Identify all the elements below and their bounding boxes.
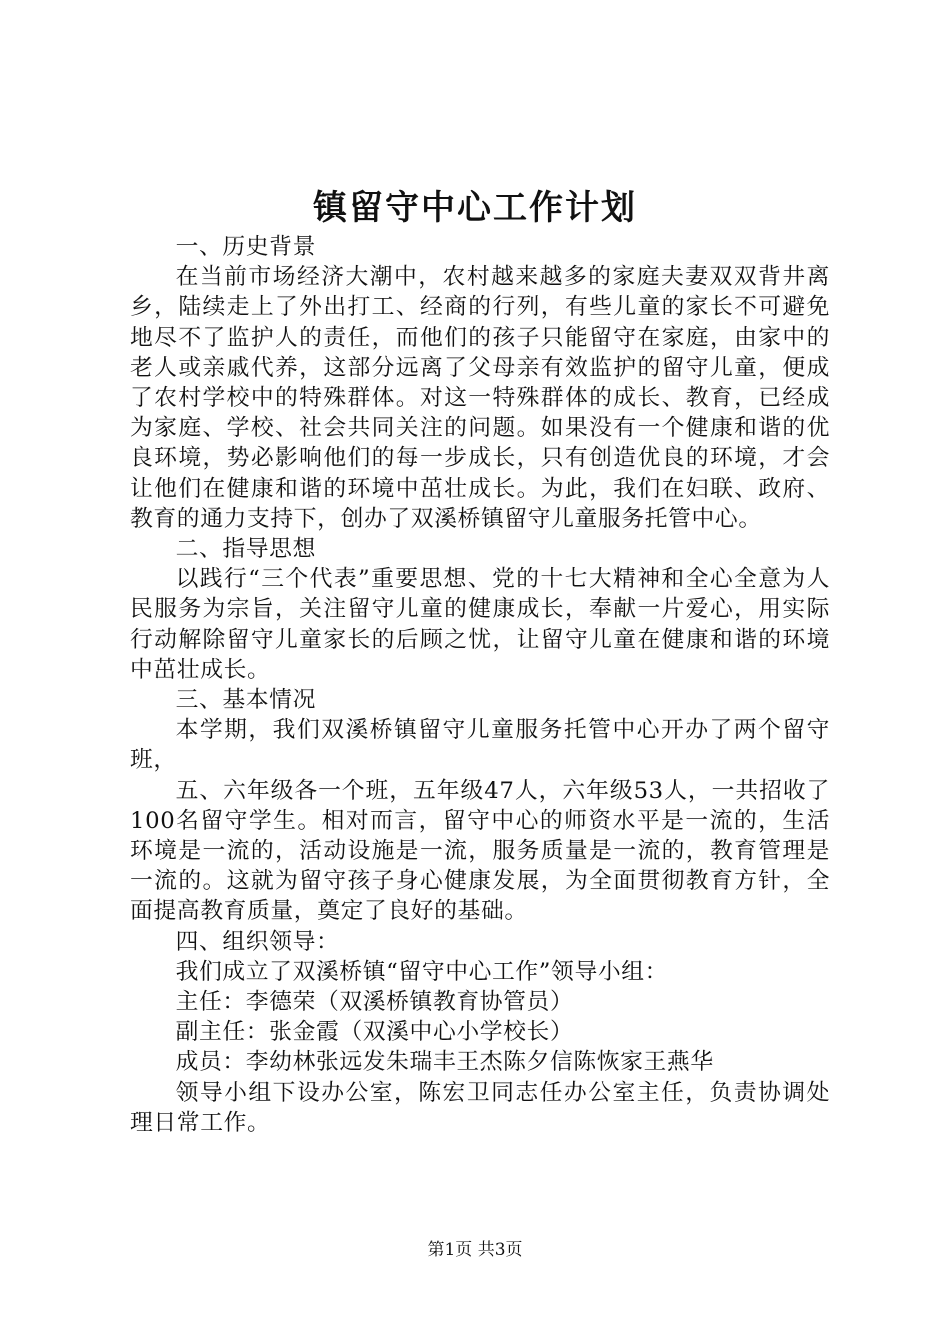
document-title: 镇留守中心工作计划 (313, 188, 637, 228)
paragraph-leadership-group: 我们成立了双溪桥镇“留守中心工作”领导小组： (175, 958, 669, 985)
section-heading-guiding-thought: 二、指导思想 (175, 536, 316, 563)
page-number: 第1页 共3页 (427, 1240, 523, 1260)
paragraph-office: 领导小组下设办公室，陈宏卫同志任办公室主任，负责协调处理日常工作。 (130, 1079, 830, 1136)
paragraph-class-details: 五、六年级各一个班，五年级47人，六年级53人，一共招收了100名留守学生。相对而言，留守中心的师资水平是一流的，生活环境是一流的，活动设施是一流，服务质量是一流的，教育管理是一流的。这就为留守孩子身心健康发展，为全面贯彻教育方针，全面提高教育质量，奠定了良好的基础。 (130, 777, 830, 925)
section-heading-basic-situation: 三、基本情况 (175, 687, 316, 714)
paragraph-history: 在当前市场经济大潮中，农村越来越多的家庭夫妻双双背井离乡，陆续走上了外出打工、经商的行列，有些儿童的家长不可避免地尽不了监护人的责任，而他们的孩子只能留守在家庭，由家中的老人或亲戚代养，这部分远离了父母亲有效监护的留守儿童，便成了农村学校中的特殊群体。对这一特殊群体的成长、教育，已经成为家庭、学校、社会共同关注的问题。如果没有一个健康和谐的优良环境，势必影响他们的每一步成长，只有创造优良的环境，才会让他们在健康和谐的环境中茁壮成长。为此，我们在妇联、政府、教育的通力支持下，创办了双溪桥镇留守儿童服务托管中心。 (130, 264, 830, 532)
paragraph-guiding-thought: 以践行“三个代表”重要思想、党的十七大精神和全心全意为人民服务为宗旨，关注留守儿童的健康成长，奉献一片爱心，用实际行动解除留守儿童家长的后顾之忧，让留守儿童在健康和谐的环境中茁壮成长。 (130, 566, 830, 683)
paragraph-basic-situation: 本学期，我们双溪桥镇留守儿童服务托管中心开办了两个留守班， (130, 717, 830, 774)
paragraph-members: 成员：李幼林张远发朱瑞丰王杰陈夕信陈恢家王燕华 (175, 1049, 714, 1076)
paragraph-director: 主任：李德荣（双溪桥镇教育协管员） (175, 989, 574, 1016)
paragraph-deputy-director: 副主任：张金霞（双溪中心小学校长） (175, 1019, 574, 1046)
section-heading-history: 一、历史背景 (175, 234, 316, 260)
document-body (130, 232, 830, 1138)
section-heading-leadership: 四、组织领导： (175, 928, 340, 955)
